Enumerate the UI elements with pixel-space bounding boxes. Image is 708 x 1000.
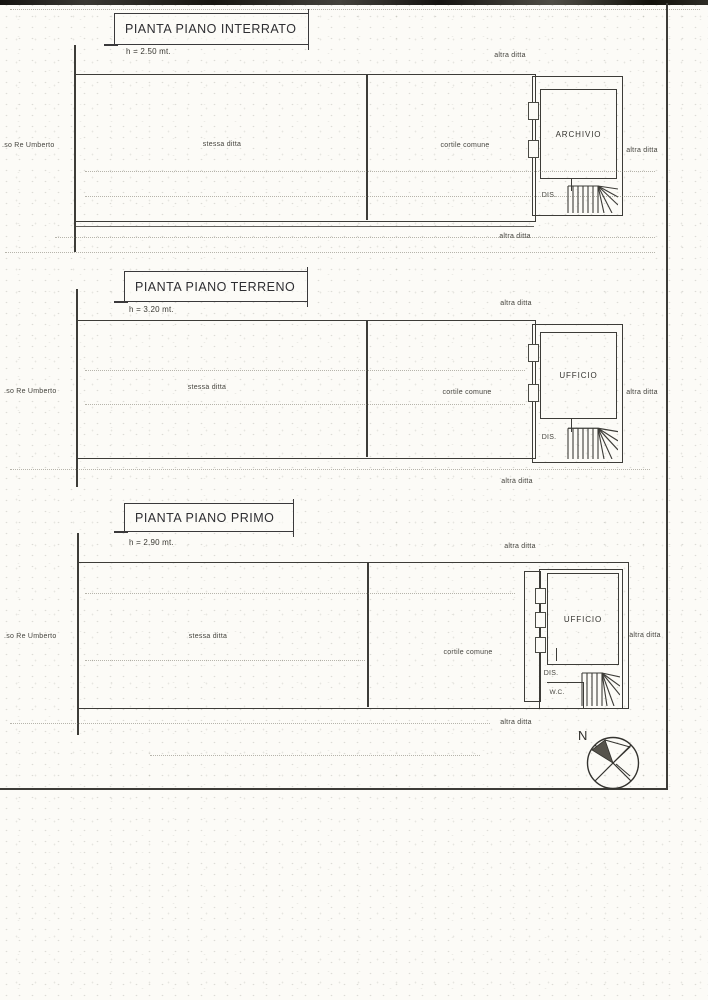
plan1-street-label: .so Re Umberto <box>2 142 55 149</box>
scan-noise-band <box>85 196 655 197</box>
plan1-title: PIANTA PIANO INTERRATO <box>125 22 297 36</box>
plan2-neighbor-bottom-label: altra ditta <box>501 478 533 485</box>
plan1-room-label: ARCHIVIO <box>555 129 602 139</box>
plan2-height-note: h = 3.20 mt. <box>129 305 174 314</box>
window-marker <box>535 637 546 653</box>
title-tick <box>308 9 310 50</box>
plan2-room-label: UFFICIO <box>559 371 598 380</box>
plan2-courtyard-label: cortile comune <box>442 389 492 396</box>
scan-noise-band <box>150 755 480 756</box>
scan-edge-artifact <box>0 0 708 5</box>
north-label: N <box>578 728 588 743</box>
window-marker <box>528 102 539 120</box>
title-tick <box>307 267 309 307</box>
title-extension-line <box>114 531 128 533</box>
plan1-neighbor-top-label: altra ditta <box>494 52 526 59</box>
plan1-area-left-label: stessa ditta <box>202 141 242 148</box>
plan2-area-left-label: stessa ditta <box>187 384 227 391</box>
plan3-neighbor-right-label: altra ditta <box>629 632 661 639</box>
plan2-neighbor-right-label: altra ditta <box>626 389 658 396</box>
scan-noise-band <box>85 171 655 172</box>
plan1-dis-label: DIS. <box>541 192 557 199</box>
plan1-neighbor-right-label: altra ditta <box>626 147 658 154</box>
plan3-neighbor-bottom-label: altra ditta <box>500 719 532 726</box>
scan-noise-band <box>5 252 655 253</box>
plan2-neighbor-top-label: altra ditta <box>500 300 532 307</box>
window-marker <box>528 344 539 362</box>
scan-noise-band <box>85 593 515 594</box>
door-jamb-tick <box>556 648 557 661</box>
title-extension-line <box>114 301 128 303</box>
plan3-title-box <box>124 503 294 532</box>
plan1-neighbor-bottom-label: altra ditta <box>499 233 531 240</box>
north-compass-icon <box>586 736 640 790</box>
staircase-icon <box>580 664 620 706</box>
scan-noise-band <box>10 469 650 470</box>
plan2-courtyard-divider <box>366 320 368 457</box>
plan1-room-archivio <box>540 89 617 179</box>
plan3-title: PIANTA PIANO PRIMO <box>135 510 275 525</box>
plan3-courtyard-divider <box>367 562 369 707</box>
plan3-neighbor-top-label: altra ditta <box>504 543 536 550</box>
scan-noise-band <box>85 660 365 661</box>
plan3-height-note: h = 2.90 mt. <box>129 538 174 547</box>
scan-noise-band <box>55 237 655 238</box>
window-marker <box>528 140 539 158</box>
property-boundary-right <box>666 3 668 790</box>
plan3-dis-label: DIS. <box>543 670 559 677</box>
scan-noise-band <box>10 9 700 10</box>
plan1-height-note: h = 2.50 mt. <box>126 47 171 56</box>
plan3-area-left-label: stessa ditta <box>188 633 228 640</box>
plan2-dis-label: DIS. <box>541 434 557 441</box>
plan2-street-label: .so Re Umberto <box>4 388 57 395</box>
plan1-courtyard-label: cortile comune <box>440 142 490 149</box>
staircase-icon <box>552 418 618 459</box>
plan1-courtyard-divider <box>366 74 368 220</box>
property-boundary-bottom <box>0 788 667 790</box>
window-marker <box>528 384 539 402</box>
scan-noise-band <box>85 404 525 405</box>
title-extension-line <box>104 44 118 46</box>
window-marker <box>535 588 546 604</box>
scan-noise-band <box>10 723 490 724</box>
plan1-title-box <box>114 13 309 45</box>
plan3-street-label: .so Re Umberto <box>4 633 57 640</box>
title-tick <box>293 499 295 537</box>
plan2-room-ufficio <box>540 332 617 419</box>
plan3-courtyard-label: cortile comune <box>443 649 493 656</box>
plan3-wc-label: W.C. <box>549 689 565 696</box>
plan3-room-label: UFFICIO <box>563 614 603 624</box>
staircase-icon <box>552 177 618 213</box>
plan2-title: PIANTA PIANO TERRENO <box>135 279 296 294</box>
plan3-room-ufficio <box>547 573 619 665</box>
window-marker <box>535 612 546 628</box>
plan2-title-box <box>124 271 308 302</box>
plan1-bottom-double-line <box>74 226 534 227</box>
scan-noise-band <box>85 370 525 371</box>
